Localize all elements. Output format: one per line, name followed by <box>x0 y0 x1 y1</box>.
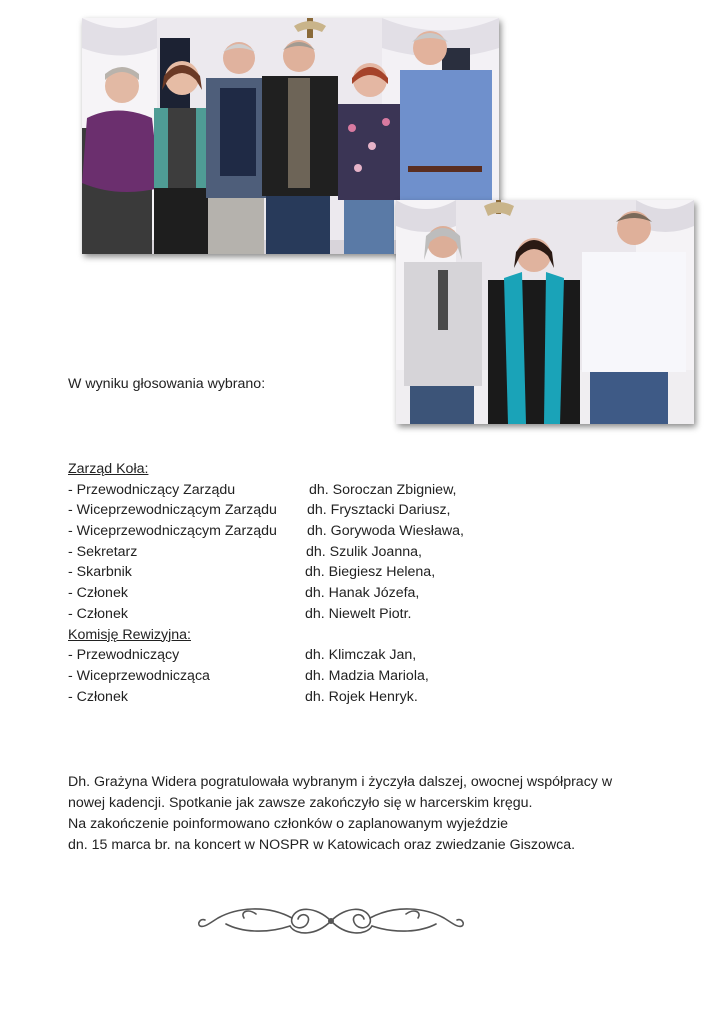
member-role: - Członek <box>68 605 128 622</box>
member-name: dh. Klimczak Jan, <box>305 647 417 664</box>
audit-member-row <box>68 687 418 708</box>
board-member-row <box>68 562 436 583</box>
election-intro-text: W wyniku głosowania wybrano: <box>68 376 266 392</box>
member-role: - Członek <box>68 688 128 705</box>
board-member-row <box>68 480 457 501</box>
board-section-title: Zarząd Koła: <box>68 461 149 477</box>
member-role: - Przewodniczący <box>68 647 180 664</box>
board-member-row <box>68 521 464 542</box>
closing-line: Dh. Grażyna Widera pogratulowała wybranym i życzyła dalszej, owocnej współpracy w <box>68 774 613 790</box>
decorative-divider-icon <box>196 900 466 942</box>
member-name: dh. Rojek Henryk. <box>305 688 418 705</box>
member-role: - Wiceprzewodniczącym Zarządu <box>68 523 277 540</box>
member-role: - Skarbnik <box>68 564 132 581</box>
board-member-row <box>68 542 422 563</box>
closing-line: nowej kadencji. Spotkanie jak zawsze zakończyło się w harcerskim kręgu. <box>68 795 533 811</box>
board-member-row <box>68 583 420 604</box>
board-member-row <box>68 500 451 521</box>
member-role: - Przewodniczący Zarządu <box>68 481 236 498</box>
closing-line: dn. 15 marca br. na koncert w NOSPR w Katowicach oraz zwiedzanie Giszowca. <box>68 837 576 853</box>
election-results <box>68 459 464 707</box>
member-role: - Wiceprzewodnicząca <box>68 667 210 684</box>
group-photo-three-people <box>396 200 694 424</box>
member-name: dh. Szulik Joanna, <box>306 543 422 560</box>
member-name: dh. Biegiesz Helena, <box>305 564 436 581</box>
member-name: dh. Soroczan Zbigniew, <box>309 481 457 498</box>
member-role: - Wiceprzewodniczącym Zarządu <box>68 502 277 519</box>
member-role: - Członek <box>68 585 128 602</box>
audit-member-row <box>68 645 417 666</box>
closing-line: Na zakończenie poinformowano członków o zaplanowanym wyjeździe <box>68 816 509 832</box>
member-role: - Sekretarz <box>68 543 138 560</box>
member-name: dh. Niewelt Piotr. <box>305 605 412 622</box>
board-member-row <box>68 604 412 625</box>
member-name: dh. Hanak Józefa, <box>305 585 420 602</box>
member-name: dh. Madzia Mariola, <box>305 667 429 684</box>
audit-section-title: Komisję Rewizyjna: <box>68 626 191 643</box>
member-name: dh. Frysztacki Dariusz, <box>307 502 451 519</box>
audit-member-row <box>68 666 429 687</box>
closing-paragraph <box>68 772 612 856</box>
member-name: dh. Gorywoda Wiesława, <box>307 523 464 540</box>
